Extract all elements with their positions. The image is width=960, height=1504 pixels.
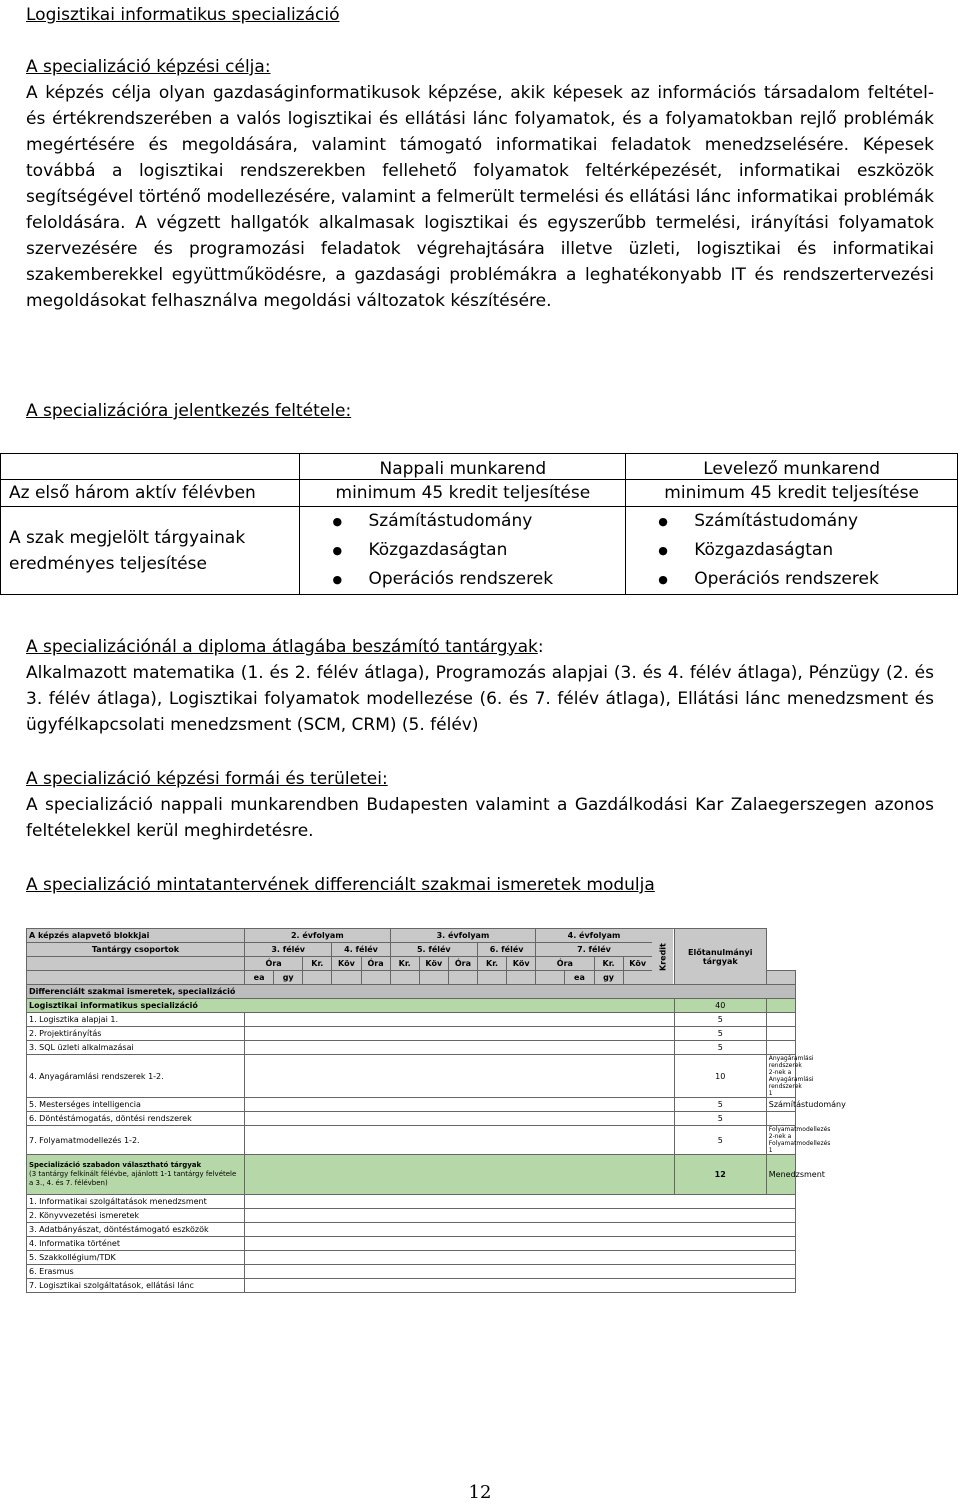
goal-heading: A specializáció képzési célja: bbox=[26, 57, 271, 77]
subject-item: ● Operációs rendszerek bbox=[634, 565, 949, 594]
subjects-correspondence bbox=[626, 507, 958, 595]
subject-item: ● Számítástudomány bbox=[308, 507, 617, 536]
row-label-first-semesters: Az első három aktív félévben bbox=[1, 480, 300, 507]
forms-heading: A specializáció képzési formái és területei: bbox=[26, 769, 388, 789]
subject-item: ● Számítástudomány bbox=[634, 507, 949, 536]
subject-item: ● Közgazdaságtan bbox=[634, 536, 949, 565]
subjects-daytime bbox=[300, 507, 626, 595]
requirements-table bbox=[0, 453, 960, 595]
credit-req-correspondence: minimum 45 kredit teljesítése bbox=[626, 480, 958, 507]
apply-heading: A specializációra jelentkezés feltétele: bbox=[26, 401, 352, 421]
subject-item: ● Operációs rendszerek bbox=[308, 565, 617, 594]
page-title: Logisztikai informatikus specializáció bbox=[26, 5, 340, 25]
col-header-correspondence: Levelező munkarend bbox=[626, 454, 958, 480]
average-heading: A specializációnál a diploma átlagába beszámító tantárgyak: bbox=[26, 637, 544, 657]
curriculum-table: A képzés alapvető blokkjai 2. évfolyam 3. évfolyam 4. évfolyam Kredit Előtanulmányi tárgyak Tantárgy csoportok 3. félév 4. félév 5. félév 6. félév 7. félév Óra Kr. Köv Óra Kr. Köv Óra Kr. Köv Óra Kr. Köv ea gy ea gy Differenciált szakmai ismeretek, specializáció Logisztikai informatikus specializáció 40 1. Logisztika alapjai 1. 5 2. Projektirányítás 5 3. SQL üzleti alkalmazásai 5 4. Anyagáramlási rendszerek 1-2. 10 Anyagáramlási rendszerek 2-nek a Anyagáramlási rendszerek 1 5. Mesterséges intelligencia 5 Számítástudomány 6. Döntéstámogatás, döntési rendszerek 5 7. Folyamatmodellezés 1-2. 5 Folyamatmodellezés 2-nek a Folyamatmodellezés 1 Specializáció szabadon választható tárgyak (3 tantárgy felkínált félévbe, ajánlott 1-1 tantárgy felvétele a 3., 4. és 7. félévben) 12 Menedzsment 1. Informatikai szolgáltatások menedzsment 2. Könyvvezetési ismeretek 3. Adatbányászat, döntéstámogató eszközök 4. Informatika történet 5. Szakkollégium/TDK 6. Erasmus 7. Logisztikai szolgáltatások, ellátási lánc bbox=[26, 928, 796, 1334]
average-text: Alkalmazott matematika (1. és 2. félév átlaga), Programozás alapjai (3. és 4. félév átlaga), Pénzügy (2. és 3. félév átlaga), Logisztikai folyamatok modellezése (6. és 7. félév átlaga), Ellátási lánc menedzsment és ügyfélkapcsolati menedzsment (SCM, CRM) (5. félév) bbox=[26, 663, 934, 735]
subject-item: ● Közgazdaságtan bbox=[308, 536, 617, 565]
credit-req-daytime: minimum 45 kredit teljesítése bbox=[300, 480, 626, 507]
module-heading: A specializáció mintatantervének differenciált szakmai ismeretek modulja bbox=[26, 875, 655, 895]
goal-text: A képzés célja olyan gazdaságinformatikusok képzése, akik képesek az információs társadalom feltétel- és értékrendszerében a valós logisztikai és ellátási lánc folyamatok, és a folyamatokban rejlő problémák megértésére és megoldására, valamint támogató informatikai feladatok menedzselésére. Képesek továbbá a logisztikai rendszerekben fellehető folyamatok feltérképezését, informatikai eszközök segítségével történő modellezésére, valamint a felmerült termelési és ellátási lánc informatikai problémák feloldására. A végzett hallgatók alkalmasak logisztikai és egyszerűbb termelési, irányítási folyamatok szervezésére és programozási feladatok végrehajtására illetve üzleti, logisztikai és informatikai szakemberekkel együttműködésre, a gazdasági problémákra a leghatékonyabb IT és rendszertervezési megoldásokat felhasználva megoldási változatok készítésére. bbox=[26, 83, 934, 311]
col-header-daytime: Nappali munkarend bbox=[300, 454, 626, 480]
page-number: 12 bbox=[468, 1482, 492, 1503]
row-label-subjects: A szak megjelölt tárgyainak eredményes teljesítése bbox=[1, 507, 300, 595]
forms-text: A specializáció nappali munkarendben Budapesten valamint a Gazdálkodási Kar Zalaegerszegen azonos feltételekkel kerül meghirdetésre. bbox=[26, 795, 934, 841]
